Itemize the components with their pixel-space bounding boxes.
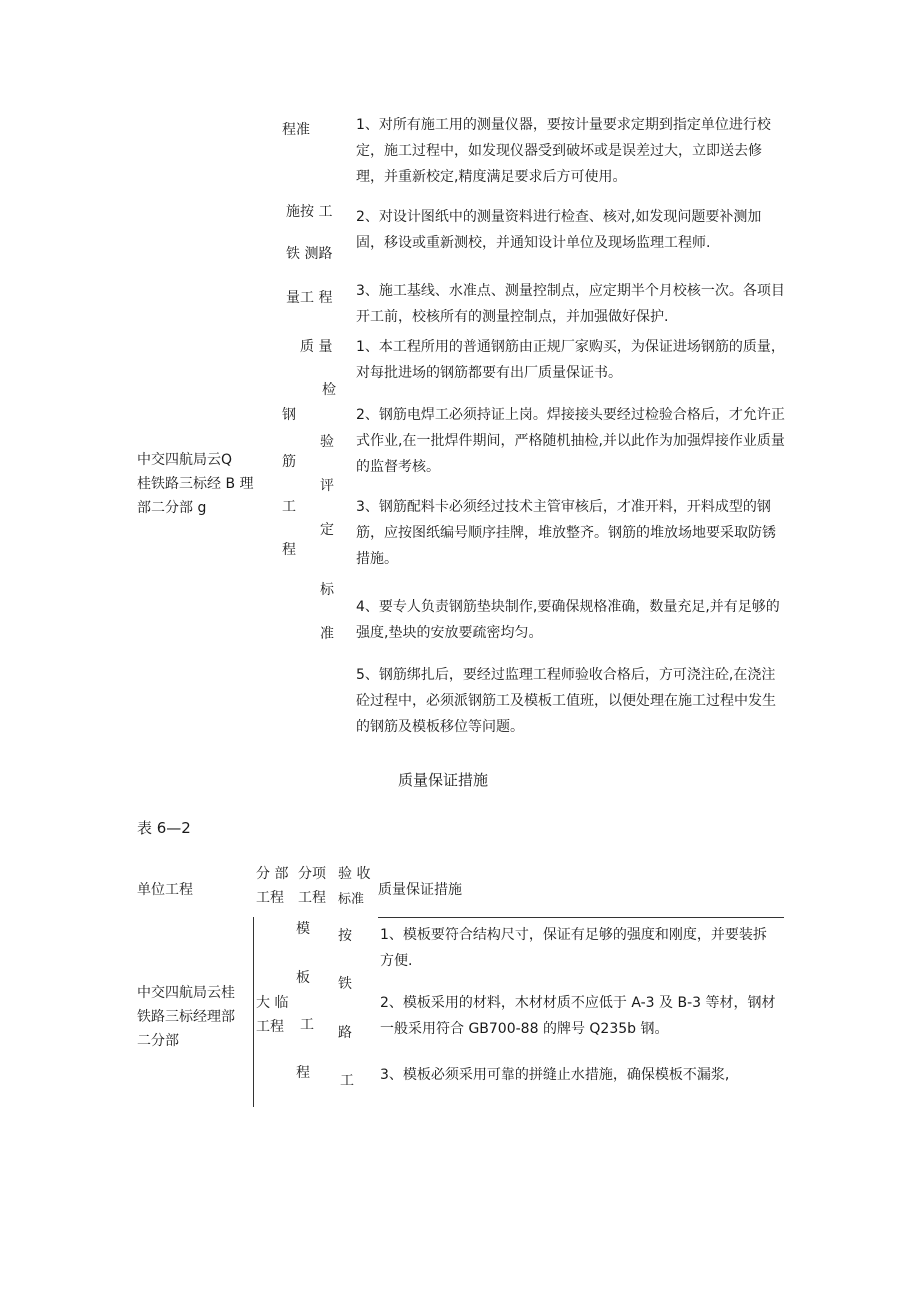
- unit-line: 中交四航局云桂: [137, 985, 235, 1001]
- unit-line: 中交四航局云Q: [137, 452, 233, 468]
- col-a-text: 程: [282, 542, 296, 558]
- col-b-text: 评: [320, 478, 334, 494]
- measure-paragraph: 3、施工基线、水准点、测量控制点，应定期半个月校核一次。各项目开工前，校核所有的测量控制点，并加强做好保护.: [356, 283, 785, 325]
- measure-paragraph: 4、要专人负责钢筋垫块制作,要确保规格准确，数量充足,并有足够的强度,垫块的安放要疏密均匀。: [356, 599, 780, 641]
- measure-paragraph: 2、钢筋电焊工必须持证上岗。焊接接头要经过检验合格后，才允许正式作业,在一批焊件期间，严格随机抽检,并以此作为加强焊接作业质量的监督考核。: [356, 407, 785, 475]
- an-text: 工: [340, 1073, 354, 1089]
- measure-paragraph: 2、模板采用的材料，木材材质不应低于 A-3 及 B-3 等材，钢材一般采用符合 GB700-88 的牌号 Q235b 钢。: [380, 995, 776, 1037]
- table-rule: [378, 917, 784, 918]
- col-a-text: 量工 程: [286, 290, 333, 306]
- unit-line: 二分部: [137, 1033, 179, 1049]
- fen-text: 大 临: [256, 995, 289, 1011]
- header-sub3: 验 收: [338, 866, 371, 882]
- measure-paragraph: 3、钢筋配料卡必须经过技术主管审核后，才准开料，开料成型的钢筋，应按图纸编号顺序挂牌，堆放整齐。钢筋的堆放场地要采取防锈措施。: [356, 499, 776, 567]
- header-unit: 单位工程: [137, 882, 193, 898]
- header-sub1: 分 部: [256, 866, 289, 882]
- measure-paragraph: 2、对设计图纸中的测量资料进行检查、核对,如发现问题要补测加固，移设或重新测校，并通知设计单位及现场监理工程师.: [356, 209, 762, 251]
- col-a-text: 程准: [282, 122, 310, 138]
- header-sub3: 标准: [338, 892, 365, 907]
- col-a-text: 铁 测路: [286, 246, 333, 262]
- col-a-text: 筋: [282, 454, 296, 470]
- measure-paragraph: 1、本工程所用的普通钢筋由正规厂家购买，为保证进场钢筋的质量，对每批进场的钢筋都要有出厂质量保证书。: [356, 339, 785, 381]
- measure-paragraph: 3、模板必须采用可靠的拼缝止水措施，确保模板不漏浆,: [380, 1067, 730, 1083]
- mu-text: 模: [296, 921, 310, 937]
- col-b-text: 标: [320, 582, 334, 598]
- section-title: 质量保证措施: [398, 771, 489, 789]
- an-text: 按: [338, 928, 352, 944]
- col-b-text: 检: [322, 382, 336, 398]
- table-vertical-rule: [253, 917, 254, 1107]
- col-b-text: 验: [320, 434, 334, 450]
- an-text: 路: [338, 1025, 352, 1041]
- mu-text: 工: [300, 1017, 314, 1033]
- header-sub1: 工程: [256, 890, 284, 906]
- table-label: 表 6—2: [137, 819, 191, 837]
- header-sub2: 工程: [298, 890, 326, 906]
- mu-text: 板: [296, 970, 310, 986]
- col-b-text: 准: [320, 626, 334, 642]
- fen-text: 工程: [256, 1019, 284, 1035]
- an-text: 铁: [338, 976, 352, 992]
- measure-paragraph: 1、模板要符合结构尺寸，保证有足够的强度和刚度，并要装拆方便.: [380, 927, 767, 969]
- header-sub2: 分项: [298, 866, 326, 882]
- header-measures: 质量保证措施: [378, 882, 462, 898]
- unit-line: 桂铁路三标经 B 理: [137, 476, 254, 492]
- col-a-text: 工: [282, 499, 296, 515]
- col-b-text: 定: [320, 522, 334, 538]
- unit-line: 铁路三标经理部: [137, 1009, 235, 1025]
- col-b-text: 质 量: [300, 339, 333, 355]
- measure-paragraph: 1、对所有施工用的测量仪器，要按计量要求定期到指定单位进行校定，施工过程中，如发现仪器受到破坏或是误差过大，立即送去修理，并重新校定,精度满足要求后方可使用。: [356, 117, 771, 185]
- col-a-text: 钢: [282, 407, 296, 423]
- col-a-text: 施按 工: [286, 204, 333, 220]
- mu-text: 程: [296, 1065, 310, 1081]
- unit-line: 部二分部 g: [137, 500, 207, 516]
- measure-paragraph: 5、钢筋绑扎后，要经过监理工程师验收合格后，方可浇注砼,在浇注砼过程中，必须派钢筋工及模板工值班，以便处理在施工过程中发生的钢筋及模板移位等问题。: [356, 667, 776, 735]
